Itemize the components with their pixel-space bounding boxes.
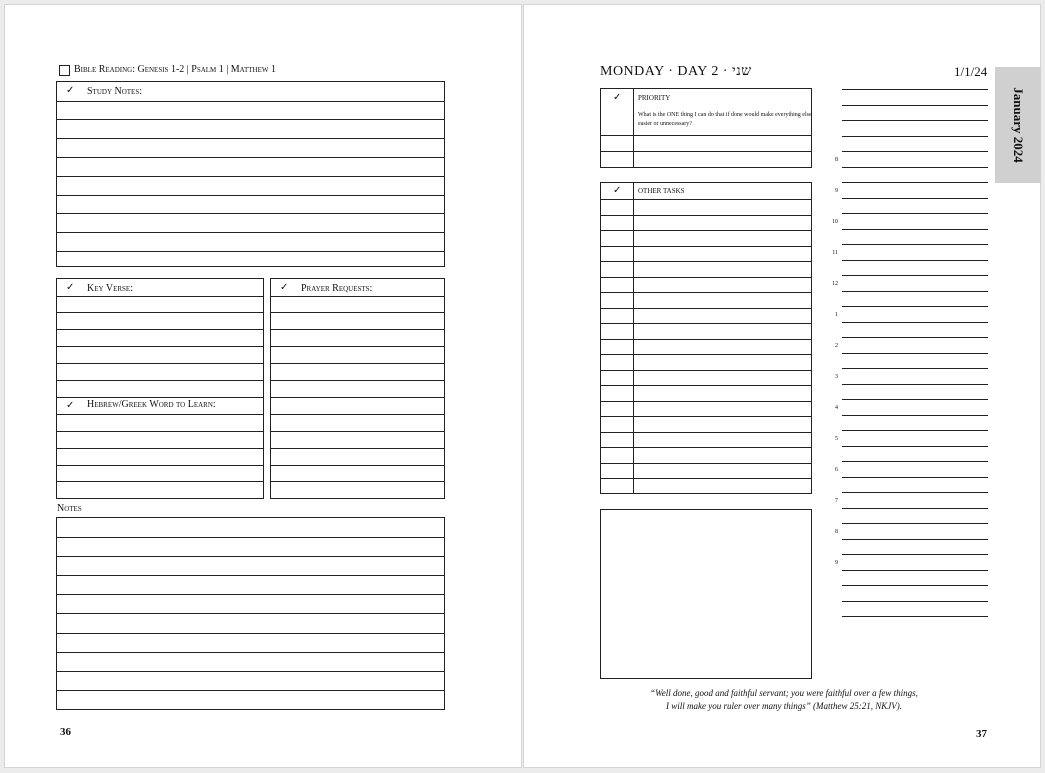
- writing-line: [601, 261, 811, 262]
- writing-line: [57, 448, 263, 449]
- schedule-line: [842, 120, 988, 121]
- writing-line: [271, 346, 444, 347]
- writing-line: [57, 633, 444, 634]
- schedule-line: [842, 353, 988, 354]
- schedule-line: [842, 89, 988, 90]
- schedule-line: [842, 275, 988, 276]
- schedule-line: [842, 461, 988, 462]
- writing-line: [57, 195, 444, 196]
- month-tab[interactable]: [995, 67, 1041, 183]
- study-notes-label: Study Notes:: [87, 86, 143, 97]
- writing-line: [271, 431, 444, 432]
- writing-line: [57, 465, 263, 466]
- writing-line: [57, 671, 444, 672]
- schedule-line: [842, 260, 988, 261]
- writing-line: [601, 354, 811, 355]
- study-notes-box: [56, 81, 445, 267]
- writing-line: [271, 380, 444, 381]
- writing-line: [601, 463, 811, 464]
- scripture-quote: [634, 687, 934, 713]
- writing-line: [57, 157, 444, 158]
- writing-line: [271, 448, 444, 449]
- hour-label: 12: [832, 281, 838, 287]
- writing-line: [57, 537, 444, 538]
- hour-label: 7: [835, 498, 838, 504]
- quote-line: “Well done, good and faithful servant; you were faithful over a few things,: [650, 688, 918, 698]
- writing-line: [271, 329, 444, 330]
- schedule-line: [842, 539, 988, 540]
- key-verse-label: Key Verse:: [87, 283, 133, 294]
- check-mark-icon: ✓: [66, 85, 75, 96]
- writing-line: [271, 312, 444, 313]
- writing-line: [57, 296, 263, 297]
- check-mark-icon: ✓: [613, 92, 622, 103]
- schedule-line: [842, 523, 988, 524]
- schedule-line: [842, 585, 988, 586]
- schedule-line: [842, 384, 988, 385]
- writing-line: [601, 432, 811, 433]
- date-label: 1/1/24: [954, 64, 988, 79]
- writing-line: [601, 385, 811, 386]
- hour-label: 10: [832, 219, 838, 225]
- writing-line: [57, 213, 444, 214]
- writing-line: [601, 246, 811, 247]
- schedule-line: [842, 167, 988, 168]
- hour-label: 8: [835, 157, 838, 163]
- writing-line: [601, 292, 811, 293]
- writing-line: [57, 329, 263, 330]
- writing-line: [57, 119, 444, 120]
- schedule-line: [842, 322, 988, 323]
- writing-line: [601, 339, 811, 340]
- hour-label: 6: [835, 467, 838, 473]
- priority-label: PRIORITY: [638, 94, 671, 102]
- writing-line: [57, 556, 444, 557]
- writing-line: [57, 481, 263, 482]
- prayer-requests-box: [270, 278, 445, 499]
- check-mark-icon: ✓: [280, 282, 289, 293]
- writing-line: [57, 414, 263, 415]
- schedule-line: [842, 508, 988, 509]
- schedule-line: [842, 415, 988, 416]
- schedule-line: [842, 430, 988, 431]
- schedule-line: [842, 136, 988, 137]
- writing-line: [57, 690, 444, 691]
- schedule-line: [842, 477, 988, 478]
- right-page: [523, 4, 1041, 768]
- key-verse-box: [56, 278, 264, 499]
- month-tab-label: January 2024: [1011, 87, 1026, 163]
- writing-line: [601, 447, 811, 448]
- writing-line: [601, 277, 811, 278]
- writing-line: [57, 176, 444, 177]
- writing-line: [601, 215, 811, 216]
- page-number: 36: [60, 726, 71, 738]
- hour-label: 11: [832, 250, 838, 256]
- writing-line: [57, 346, 263, 347]
- writing-line: [601, 370, 811, 371]
- hour-label: 2: [835, 343, 838, 349]
- word-to-learn-label: Hebrew/Greek Word to Learn:: [87, 399, 216, 410]
- other-tasks-box: [600, 182, 812, 494]
- writing-line: [271, 414, 444, 415]
- prayer-requests-label: Prayer Requests:: [301, 283, 373, 294]
- writing-line: [601, 401, 811, 402]
- schedule-line: [842, 492, 988, 493]
- check-mark-icon: ✓: [66, 282, 75, 293]
- notes-box: [56, 517, 445, 710]
- writing-line: [57, 138, 444, 139]
- schedule-line: [842, 198, 988, 199]
- left-page: [4, 4, 522, 768]
- writing-line: [601, 308, 811, 309]
- notes-label: Notes: [57, 503, 82, 514]
- hour-label: 5: [835, 436, 838, 442]
- writing-line: [601, 323, 811, 324]
- page-number: 37: [976, 728, 987, 740]
- schedule-line: [842, 306, 988, 307]
- writing-line: [57, 613, 444, 614]
- schedule-line: [842, 229, 988, 230]
- other-tasks-label: OTHER TASKS: [638, 187, 685, 195]
- priority-description: What is the ONE thing I can do that if done would make everything else easier or unnecessary?: [638, 112, 812, 127]
- day-title: MONDAY · DAY 2 · שני: [600, 64, 752, 79]
- schedule-line: [842, 291, 988, 292]
- writing-line: [57, 363, 263, 364]
- writing-line: [57, 594, 444, 595]
- schedule-line: [842, 368, 988, 369]
- schedule-line: [842, 399, 988, 400]
- quote-line: I will make you ruler over many things” (Matthew 25:21, NKJV).: [666, 701, 902, 711]
- schedule-line: [842, 601, 988, 602]
- schedule-line: [842, 182, 988, 183]
- schedule-line: [842, 213, 988, 214]
- schedule-line: [842, 337, 988, 338]
- hour-label: 4: [835, 405, 838, 411]
- writing-line: [57, 397, 263, 398]
- schedule-line: [842, 244, 988, 245]
- writing-line: [271, 363, 444, 364]
- writing-line: [57, 575, 444, 576]
- check-mark-icon: ✓: [613, 185, 622, 196]
- bible-reading-checkbox[interactable]: [59, 65, 70, 76]
- schedule-line: [842, 446, 988, 447]
- schedule-line: [842, 554, 988, 555]
- hour-label: 9: [835, 188, 838, 194]
- writing-line: [601, 199, 811, 200]
- writing-line: [601, 478, 811, 479]
- writing-line: [57, 652, 444, 653]
- writing-line: [601, 230, 811, 231]
- hour-label: 8: [835, 529, 838, 535]
- hour-label: 3: [835, 374, 838, 380]
- bible-reading-label: Bible Reading: Genesis 1-2 | Psalm 1 | Matthew 1: [74, 64, 276, 75]
- hour-label: 1: [835, 312, 838, 318]
- writing-line: [271, 397, 444, 398]
- schedule-line: [842, 616, 988, 617]
- writing-line: [601, 416, 811, 417]
- writing-line: [271, 465, 444, 466]
- schedule-line: [842, 105, 988, 106]
- writing-line: [57, 312, 263, 313]
- schedule-line: [842, 151, 988, 152]
- notes-box: [600, 509, 812, 679]
- check-mark-icon: ✓: [66, 400, 75, 411]
- writing-line: [57, 251, 444, 252]
- writing-line: [57, 380, 263, 381]
- hour-label: 9: [835, 560, 838, 566]
- writing-line: [271, 481, 444, 482]
- writing-line: [57, 431, 263, 432]
- writing-line: [57, 101, 444, 102]
- schedule-line: [842, 570, 988, 571]
- writing-line: [271, 296, 444, 297]
- writing-line: [57, 232, 444, 233]
